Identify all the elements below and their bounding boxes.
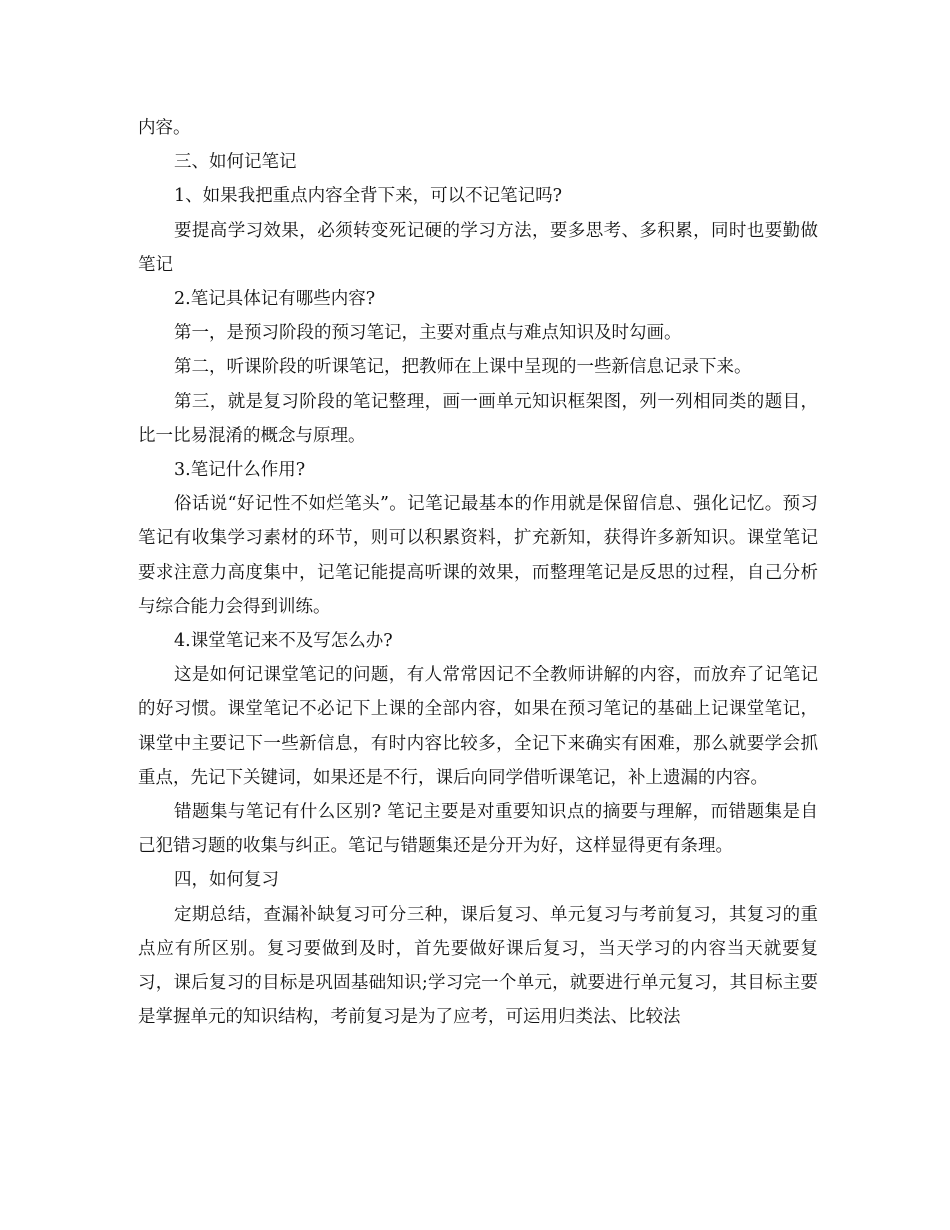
question-4: 4.课堂笔记来不及写怎么办? (174, 631, 393, 652)
answer-2-first: 第一，是预习阶段的预习笔记，主要对重点与难点知识及时勾画。 (174, 323, 682, 344)
answer-2-second: 第二，听课阶段的听课笔记，把教师在上课中呈现的一些新信息记录下来。 (174, 357, 752, 378)
review-paragraph: 定期总结，查漏补缺复习可分三种，课后复习、单元复习与考前复习，其复习的重点应有所区别。复习要做到及时，首先要做好课后复习，当天学习的内容当天就要复习，课后复习的目标是巩固基础知识;学习完一个单元，就要进行单元复习，其目标主要是掌握单元的知识结构，考前复习是为了应考，可运用归类法、比较法 (138, 904, 818, 1028)
answer-1: 要提高学习效果，必须转变死记硬的学习方法，要多思考、多积累，同时也要勤做笔记 (138, 220, 818, 275)
question-3: 3.笔记什么作用? (174, 460, 306, 481)
answer-2-third: 第三，就是复习阶段的笔记整理，画一画单元知识框架图，列一列相同类的题目，比一比易混淆的概念与原理。 (138, 391, 818, 446)
heading-how-to-review: 四，如何复习 (174, 870, 279, 891)
error-notebook-paragraph: 错题集与笔记有什么区别? 笔记主要是对重要知识点的摘要与理解，而错题集是自己犯错习题的收集与纠正。笔记与错题集还是分开为好，这样显得更有条理。 (138, 802, 818, 857)
answer-3: 俗话说“好记性不如烂笔头”。记笔记最基本的作用就是保留信息、强化记忆。预习笔记有收集学习素材的环节，则可以积累资料，扩充新知，获得许多新知识。课堂笔记要求注意力高度集中，记笔记能提高听课的效果，而整理笔记是反思的过程，自己分析与综合能力会得到训练。 (138, 494, 818, 617)
question-1: 1、如果我把重点内容全背下来，可以不记笔记吗? (174, 186, 563, 207)
question-2: 2.笔记具体记有哪些内容? (174, 289, 376, 310)
paragraph-continuation: 内容。 (138, 118, 191, 138)
document-body (138, 111, 818, 1034)
heading-how-to-take-notes: 三、如何记笔记 (174, 152, 297, 173)
answer-4: 这是如何记课堂笔记的问题，有人常常因记不全教师讲解的内容，而放弃了记笔记的好习惯。课堂笔记不必记下上课的全部内容，如果在预习笔记的基础上记课堂笔记，课堂中主要记下一些新信息，有时内容比较多，全记下来确实有困难，那么就要学会抓重点，先记下关键词，如果还是不行，课后向同学借听课笔记，补上遗漏的内容。 (138, 665, 818, 788)
